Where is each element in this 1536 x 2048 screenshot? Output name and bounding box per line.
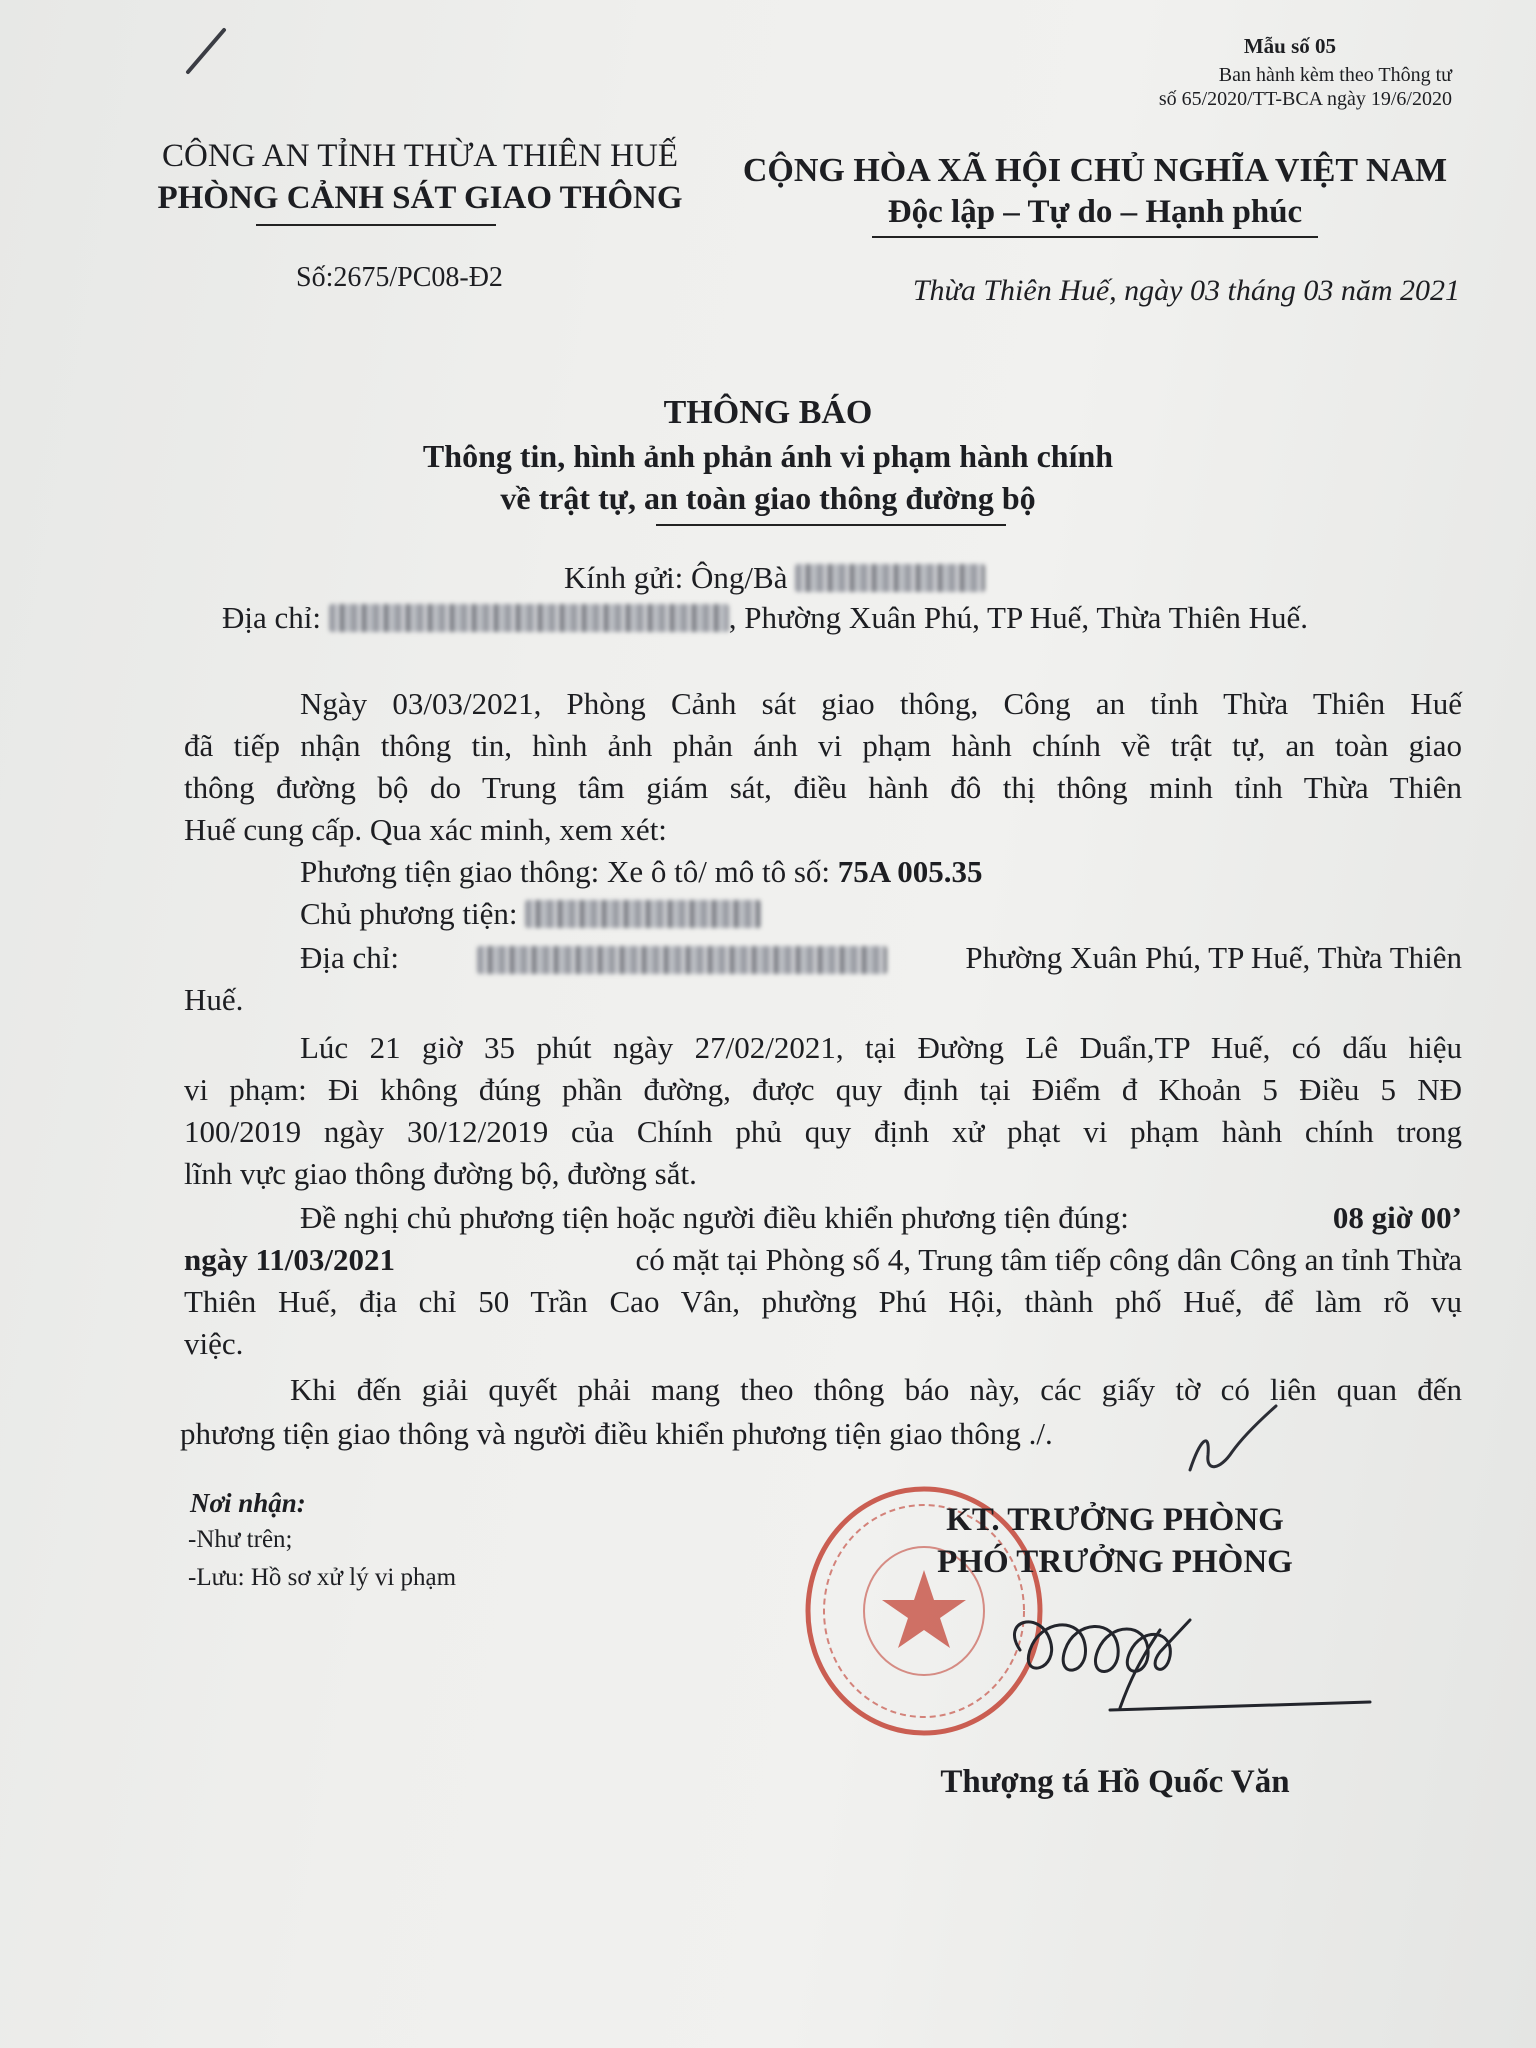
greeting: Kính gửi: Ông/Bà bbox=[564, 560, 788, 595]
form-note-2: số 65/2020/TT-BCA ngày 19/6/2020 bbox=[1158, 88, 1452, 110]
appointment-place: có mặt tại Phòng số 4, Trung tâm tiếp công dân Công an tỉnh Thừa bbox=[635, 1242, 1462, 1277]
recipient-item: -Như trên; bbox=[188, 1526, 293, 1553]
department-name: PHÒNG CẢNH SÁT GIAO THÔNG bbox=[157, 180, 683, 216]
owner-address-tail: Phường Xuân Phú, TP Huế, Thừa Thiên bbox=[965, 940, 1462, 975]
body-p2-line2: vi phạm: Đi không đúng phần đường, được quy định tại Điểm đ Khoản 5 Điều 5 NĐ bbox=[184, 1072, 1462, 1107]
national-motto: Độc lập – Tự do – Hạnh phúc bbox=[887, 194, 1303, 230]
address-label: Địa chỉ: bbox=[222, 600, 321, 635]
owner-address-label: Địa chỉ: bbox=[300, 940, 399, 975]
motto-underline bbox=[872, 236, 1318, 238]
recipient-item: -Lưu: Hồ sơ xử lý vi phạm bbox=[188, 1564, 457, 1591]
document-title: THÔNG BÁO bbox=[663, 394, 873, 431]
title-underline bbox=[656, 524, 1006, 526]
redacted-owner-address bbox=[477, 946, 887, 974]
agency-name: CÔNG AN TỈNH THỪA THIÊN HUẾ bbox=[161, 138, 678, 174]
body-p1-line1: Ngày 03/03/2021, Phòng Cảnh sát giao thông, Công an tỉnh Thừa Thiên Huế bbox=[300, 686, 1462, 721]
redacted-owner bbox=[525, 900, 761, 928]
agency-underline bbox=[256, 224, 496, 226]
document-subtitle-1: Thông tin, hình ảnh phản ánh vi phạm hành chính bbox=[422, 438, 1114, 474]
national-title: CỘNG HÒA XÃ HỘI CHỦ NGHĨA VIỆT NAM bbox=[742, 152, 1448, 189]
document-subtitle-2: về trật tự, an toàn giao thông đường bộ bbox=[500, 480, 1036, 516]
form-number: Mẫu số 05 bbox=[1243, 34, 1336, 58]
address-tail: , Phường Xuân Phú, TP Huế, Thừa Thiên Huế. bbox=[728, 600, 1309, 635]
body-p3-line4: việc. bbox=[184, 1326, 244, 1361]
signer-title-2: PHÓ TRƯỞNG PHÒNG bbox=[937, 1544, 1293, 1580]
pen-mark bbox=[180, 22, 240, 82]
body-p2-line3: 100/2019 ngày 30/12/2019 của Chính phủ quy định xử phạt vi phạm hành chính trong bbox=[184, 1114, 1462, 1149]
appointment-time: 08 giờ 00’ bbox=[1332, 1200, 1462, 1235]
signer-name: Thượng tá Hồ Quốc Văn bbox=[940, 1764, 1290, 1800]
body-p3-line1 bbox=[300, 1200, 1462, 1236]
redacted-address bbox=[329, 604, 729, 632]
vehicle-line bbox=[300, 854, 982, 890]
vehicle-label: Phương tiện giao thông: Xe ô tô/ mô tô số: bbox=[300, 854, 838, 889]
handwritten-flourish bbox=[1180, 1400, 1280, 1480]
owner-line bbox=[300, 896, 761, 932]
body-p1-line2: đã tiếp nhận thông tin, hình ảnh phản ánh vi phạm hành chính về trật tự, an toàn giao bbox=[184, 728, 1462, 763]
appointment-request: Đề nghị chủ phương tiện hoặc người điều khiển phương tiện đúng: bbox=[300, 1200, 1129, 1235]
body-p2-line4: lĩnh vực giao thông đường bộ, đường sắt. bbox=[184, 1156, 697, 1191]
appointment-date: ngày 11/03/2021 bbox=[184, 1242, 396, 1277]
recipients-heading: Nơi nhận: bbox=[190, 1488, 306, 1518]
place-date: Thừa Thiên Huế, ngày 03 tháng 03 năm 2021 bbox=[912, 274, 1460, 307]
body-p1-line3: thông đường bộ do Trung tâm giám sát, điều hành đô thị thông minh tỉnh Thừa Thiên bbox=[184, 770, 1462, 805]
addressee-line bbox=[564, 560, 985, 596]
addressee-address-line bbox=[222, 600, 1308, 636]
body-p3-line3: Thiên Huế, địa chỉ 50 Trần Cao Vân, phường Phú Hội, thành phố Huế, để làm rõ vụ bbox=[184, 1284, 1462, 1319]
redacted-name bbox=[795, 564, 985, 592]
body-p4-line1: Khi đến giải quyết phải mang theo thông báo này, các giấy tờ có liên quan đến bbox=[290, 1372, 1462, 1407]
owner-address-end: Huế. bbox=[184, 982, 244, 1017]
document-number: Số:2675/PC08-Đ2 bbox=[296, 262, 503, 293]
owner-address-line bbox=[300, 940, 1462, 976]
body-p4-line2: phương tiện giao thông và người điều khiển phương tiện giao thông ./. bbox=[180, 1416, 1053, 1451]
body-p1-line4: Huế cung cấp. Qua xác minh, xem xét: bbox=[184, 812, 667, 847]
owner-label: Chủ phương tiện: bbox=[300, 896, 518, 931]
signer-title-1: KT. TRƯỞNG PHÒNG bbox=[946, 1502, 1284, 1538]
body-p3-line2 bbox=[184, 1242, 1462, 1278]
vehicle-plate: 75A 005.35 bbox=[837, 854, 983, 889]
handwritten-signature bbox=[960, 1560, 1380, 1740]
body-p2-line1: Lúc 21 giờ 35 phút ngày 27/02/2021, tại Đường Lê Duẩn,TP Huế, có dấu hiệu bbox=[300, 1030, 1462, 1065]
form-note-1: Ban hành kèm theo Thông tư bbox=[1218, 64, 1452, 86]
